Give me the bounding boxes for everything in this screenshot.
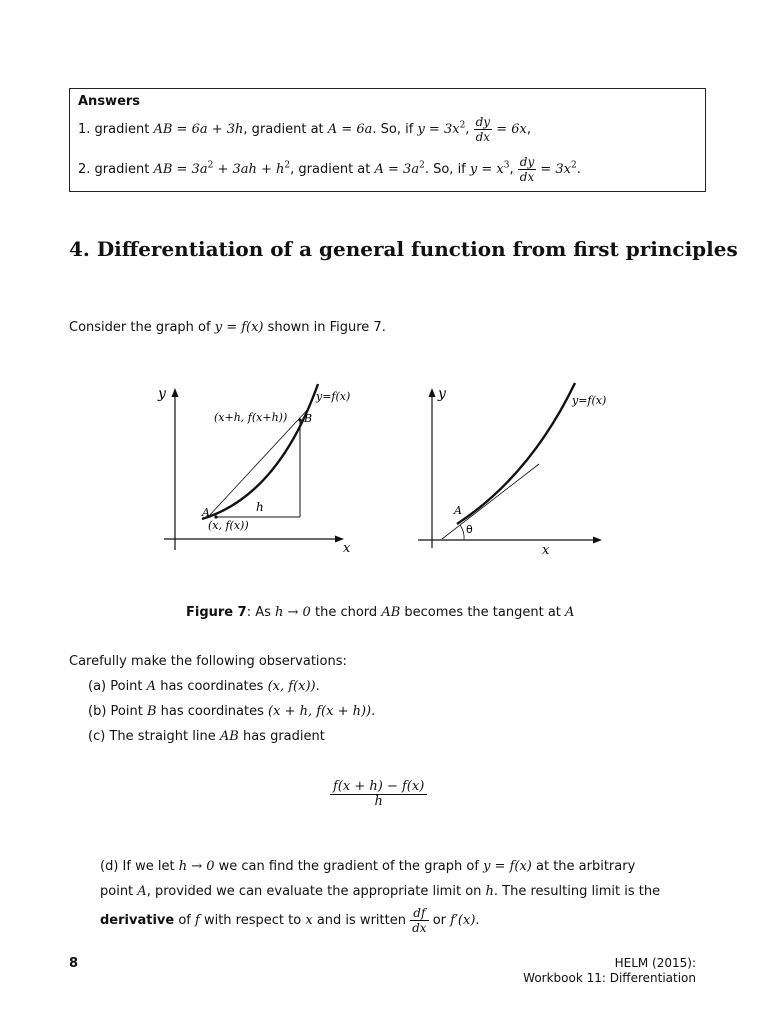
derivative-term: derivative	[100, 913, 175, 928]
right-y-label: y	[438, 386, 446, 402]
answer-text: , gradient at	[243, 122, 324, 137]
observation-math: B	[146, 704, 157, 719]
answer-exponent: 2	[419, 160, 425, 171]
figure-7	[150, 378, 620, 568]
fraction-denominator: dx	[412, 921, 427, 935]
intro-text: shown in Figure 7.	[267, 320, 386, 335]
right-curve	[457, 383, 575, 524]
point-a-coordinates: (x, f(x))	[208, 519, 249, 532]
point-b-label: B	[304, 412, 313, 425]
caption-text: becomes the tangent at	[404, 605, 561, 620]
observation-math: A	[137, 884, 147, 899]
answer-math: AB = 3a	[153, 162, 208, 177]
answer-exponent: 2	[284, 160, 291, 171]
formula-denominator: h	[374, 794, 383, 809]
df-dx-fraction	[410, 906, 428, 935]
observation-text: , provided we can evaluate the appropriate limit on	[146, 884, 482, 899]
answer-math: y = 3x	[417, 122, 460, 137]
left-curve-label: y=f(x)	[316, 390, 351, 403]
observation-math: y = f(x)	[483, 859, 532, 874]
answer-math: y = x	[469, 162, 504, 177]
answer-number: 1.	[78, 122, 91, 137]
fraction-numerator: dy	[475, 115, 491, 129]
observation-text: .	[371, 704, 376, 719]
right-point-a-label: A	[454, 504, 462, 517]
observation-math: (x + h, f(x + h))	[268, 704, 372, 719]
caption-text: the chord	[314, 605, 378, 620]
left-y-label: y	[158, 386, 166, 402]
observation-math: x	[305, 913, 313, 928]
right-x-arrow	[593, 537, 602, 544]
observation-b	[88, 704, 375, 719]
answer-text: gradient	[94, 122, 150, 137]
right-y-arrow	[429, 388, 436, 397]
left-y-arrow	[172, 388, 179, 397]
dy-dx-fraction	[474, 115, 492, 144]
observation-d-line-1	[100, 859, 635, 874]
fraction-denominator: dx	[475, 130, 491, 144]
observation-c	[88, 729, 325, 744]
answer-number: 2.	[78, 162, 91, 177]
observation-text: we can find the gradient of the graph of	[218, 859, 479, 874]
theta-label: θ	[466, 523, 473, 536]
right-curve-label: y=f(x)	[572, 394, 607, 407]
observation-math: h → 0	[178, 859, 215, 874]
footer-source	[523, 956, 696, 986]
left-curve	[202, 384, 318, 519]
observation-text: has coordinates	[160, 679, 264, 694]
footer-source-title: HELM (2015):	[614, 956, 696, 970]
answer-exponent: 3	[503, 160, 510, 171]
answer-math: = 6x	[496, 122, 527, 137]
answer-math: AB	[153, 122, 173, 137]
intro-text: Consider the graph of	[69, 320, 211, 335]
page-number: 8	[69, 956, 79, 971]
answer-math: = 3x	[540, 162, 572, 177]
figure-chord	[157, 384, 351, 556]
point-b-dot	[298, 418, 301, 421]
answer-math: + 3ah + h	[217, 162, 285, 177]
observation-text: has gradient	[242, 729, 325, 744]
answer-text: . So, if	[372, 122, 414, 137]
observation-text: (b) Point	[88, 704, 143, 719]
caption-math: AB	[381, 605, 401, 620]
fraction-denominator: dx	[519, 170, 535, 184]
footer-workbook: Workbook 11: Differentiation	[523, 971, 696, 985]
answer-line-2	[78, 155, 581, 184]
theta-arc	[460, 525, 464, 540]
answer-text: gradient	[94, 162, 150, 177]
observation-text: (c) The straight line	[88, 729, 216, 744]
observation-text: of	[178, 913, 191, 928]
point-a-label: A	[202, 506, 210, 519]
formula-numerator: f(x + h) − f(x)	[330, 780, 427, 795]
observation-text: has coordinates	[160, 704, 264, 719]
observation-text: .	[475, 913, 480, 928]
observation-math: (x, f(x))	[267, 679, 316, 694]
answer-text: . So, if	[424, 162, 466, 177]
observation-text: and is written	[316, 913, 406, 928]
answer-exponent: 2	[459, 120, 466, 131]
answer-math: =	[176, 122, 188, 137]
observation-math: A	[146, 679, 157, 694]
figure-caption	[186, 605, 574, 620]
answer-text: .	[576, 162, 581, 177]
caption-label: Figure 7	[186, 605, 247, 620]
observation-d-line-3	[100, 906, 480, 935]
h-label: h	[256, 500, 264, 514]
observation-text: at the arbitrary	[536, 859, 636, 874]
answer-line-1	[78, 115, 531, 144]
observation-text: (a) Point	[88, 679, 143, 694]
intro-line	[69, 320, 386, 335]
caption-math: A	[565, 605, 575, 620]
left-x-label: x	[343, 541, 351, 556]
caption-text: : As	[246, 605, 271, 620]
answer-math: A = 6a	[327, 122, 373, 137]
tangent-line	[442, 464, 539, 539]
answer-text: ,	[509, 162, 514, 177]
observation-text: or	[432, 913, 447, 928]
answers-title: Answers	[78, 94, 141, 109]
answer-text: , gradient at	[290, 162, 371, 177]
caption-math: h → 0	[275, 605, 311, 620]
answer-exponent: 2	[571, 160, 577, 171]
observation-math: h	[485, 884, 494, 899]
answer-text: ,	[465, 122, 470, 137]
observation-a	[88, 679, 320, 694]
observation-text: (d) If we let	[100, 859, 175, 874]
point-b-coordinates: (x+h, f(x+h))	[214, 411, 288, 424]
observation-text: . The resulting limit is the	[493, 884, 661, 899]
observation-math: f	[195, 913, 200, 928]
gradient-formula	[330, 780, 427, 809]
answers-box	[69, 88, 706, 192]
intro-math: y = f(x)	[214, 320, 264, 335]
fraction-numerator: df	[410, 906, 428, 921]
answer-math: 6a + 3h	[191, 122, 244, 137]
observation-text: .	[315, 679, 320, 694]
section-heading: 4. Differentiation of a general function from first principles	[69, 237, 738, 261]
observation-math: AB	[219, 729, 239, 744]
answer-math: A = 3a	[374, 162, 420, 177]
observation-text: point	[100, 884, 134, 899]
fraction-numerator: dy	[519, 155, 535, 169]
answer-exponent: 2	[207, 160, 214, 171]
observation-d-line-2	[100, 884, 660, 899]
dy-dx-fraction	[518, 155, 536, 184]
observations-lead: Carefully make the following observations:	[69, 654, 347, 669]
figure-tangent	[418, 383, 606, 558]
observation-math: f′(x)	[450, 913, 476, 928]
observation-text: with respect to	[203, 913, 302, 928]
right-x-label: x	[542, 543, 550, 558]
answer-text: ,	[526, 122, 531, 137]
